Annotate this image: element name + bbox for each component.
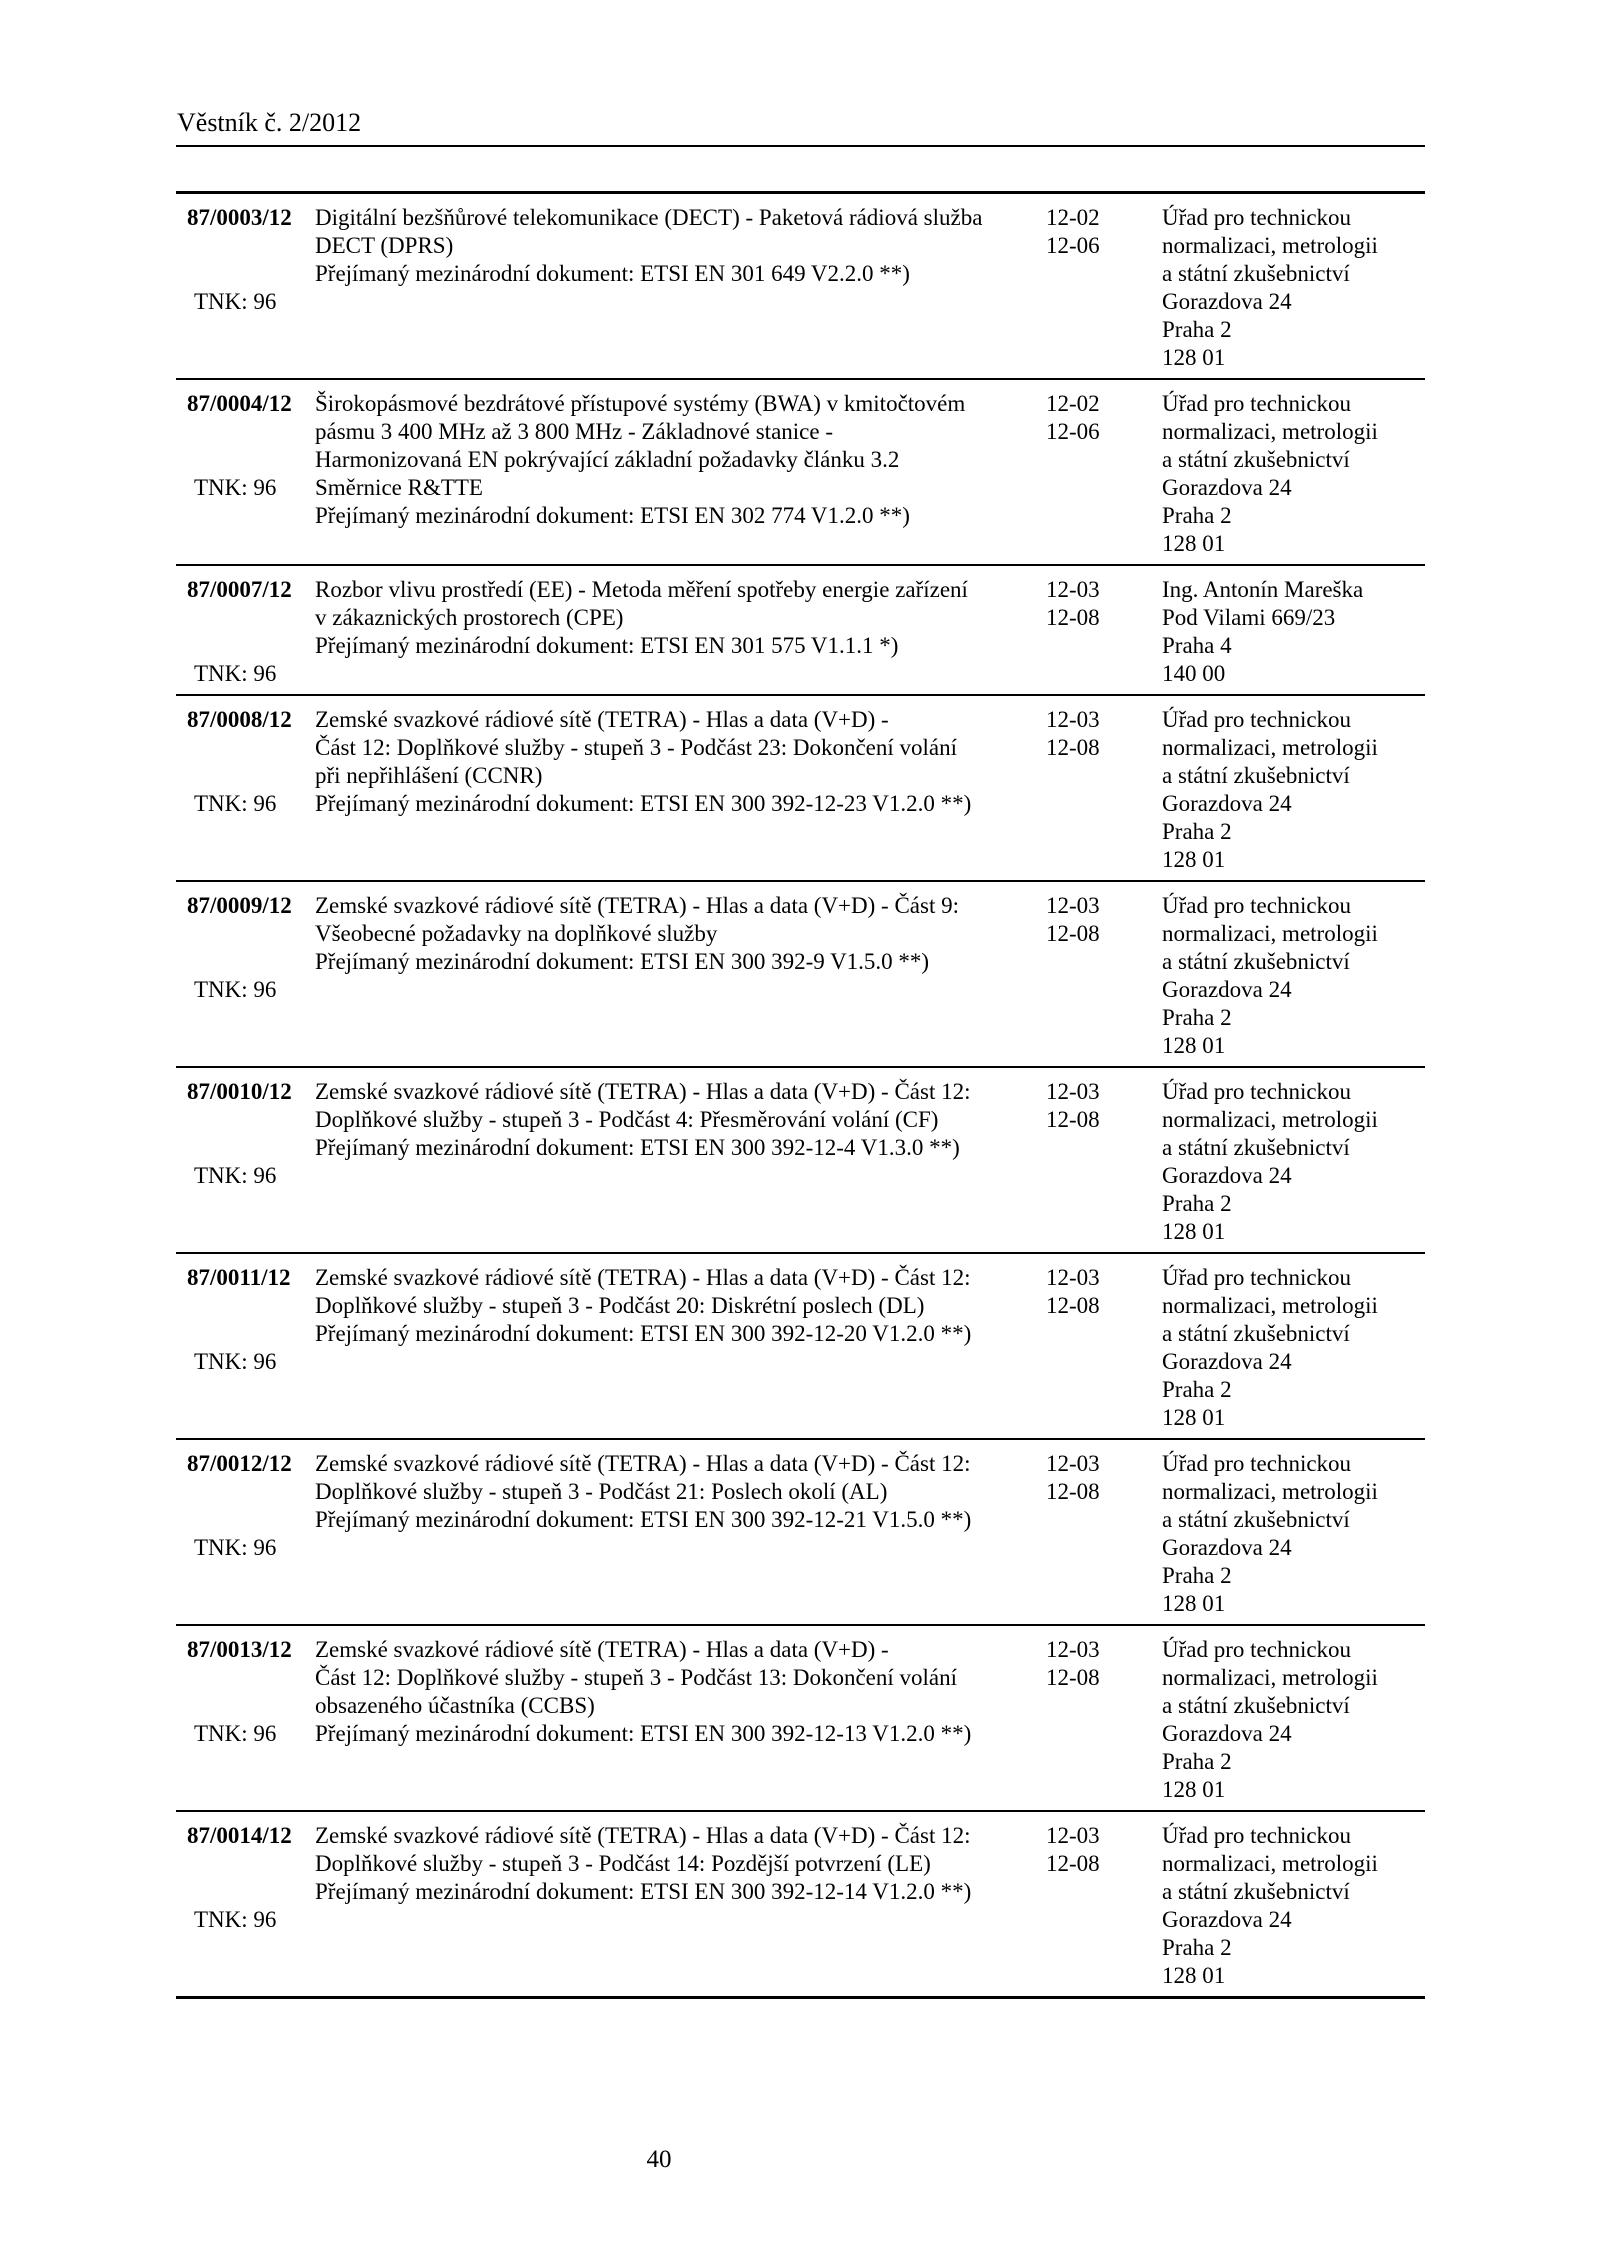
entry-title-line: DECT (DPRS) xyxy=(315,233,454,258)
entry-address-line: Úřad pro technickou xyxy=(1162,893,1352,918)
entry-title-line: Doplňkové služby - stupeň 3 - Podčást 14: Pozdější potvrzení (LE) xyxy=(315,1851,931,1876)
entry-title-line: Přejímaný mezinárodní dokument: ETSI EN 302 774 V1.2.0 **) xyxy=(315,503,910,528)
entry-title-line: Zemské svazkové rádiové sítě (TETRA) - Hlas a data (V+D) - Část 12: xyxy=(315,1265,971,1290)
entry-address-line: normalizaci, metrologii xyxy=(1162,419,1378,444)
entry-address-line: 128 01 xyxy=(1162,1777,1226,1802)
entry-address-line: Praha 2 xyxy=(1162,1005,1232,1030)
entry-id: 87/0012/12 xyxy=(187,1451,292,1476)
entry-address-line: Gorazdova 24 xyxy=(1162,1907,1292,1932)
entry-address-line: Úřad pro technickou xyxy=(1162,707,1352,732)
entry-title-line: pásmu 3 400 MHz až 3 800 MHz - Základnové stanice - xyxy=(315,419,833,444)
entry-id: 87/0011/12 xyxy=(187,1265,291,1290)
entry-title-cell xyxy=(315,1822,1046,1990)
entry-address-line: a státní zkušebnictví xyxy=(1162,763,1350,788)
entry-address-line: Praha 2 xyxy=(1162,1749,1232,1774)
entry-date: 12-03 xyxy=(1046,1823,1100,1848)
entry-dates-cell xyxy=(1046,706,1162,874)
entry-address-line: 128 01 xyxy=(1162,1591,1226,1616)
entry-dates-cell xyxy=(1046,892,1162,1060)
entry-id-cell xyxy=(176,1822,315,1990)
entry-title-line: Přejímaný mezinárodní dokument: ETSI EN 300 392-12-20 V1.2.0 **) xyxy=(315,1321,972,1346)
entry-address-cell xyxy=(1162,706,1425,874)
entry-address-line: normalizaci, metrologii xyxy=(1162,735,1378,760)
header-rule xyxy=(176,145,1425,147)
entry-date: 12-03 xyxy=(1046,1265,1100,1290)
entry-date: 12-08 xyxy=(1046,605,1100,630)
entry-date: 12-08 xyxy=(1046,1107,1100,1132)
entry-title-line: obsazeného účastníka (CCBS) xyxy=(315,1693,595,1718)
entry-dates-cell xyxy=(1046,1636,1162,1804)
entry-address-line: Gorazdova 24 xyxy=(1162,1721,1292,1746)
table-row xyxy=(176,1440,1425,1626)
entry-dates-cell xyxy=(1046,1264,1162,1432)
entry-date: 12-06 xyxy=(1046,419,1100,444)
entry-address-line: Gorazdova 24 xyxy=(1162,1535,1292,1560)
entry-tnk: TNK: 96 xyxy=(194,475,277,500)
entry-address-cell xyxy=(1162,1078,1425,1246)
entry-title-line: Zemské svazkové rádiové sítě (TETRA) - Hlas a data (V+D) - Část 12: xyxy=(315,1451,971,1476)
table-row xyxy=(176,1626,1425,1812)
entry-address-line: Gorazdova 24 xyxy=(1162,475,1292,500)
entry-address-line: Praha 2 xyxy=(1162,819,1232,844)
entry-title-line: Harmonizovaná EN pokrývající základní požadavky článku 3.2 xyxy=(315,447,900,472)
entry-address-line: Praha 2 xyxy=(1162,317,1232,342)
entry-address-line: normalizaci, metrologii xyxy=(1162,1293,1378,1318)
entry-title-line: Všeobecné požadavky na doplňkové služby xyxy=(315,921,718,946)
entry-title-line: Doplňkové služby - stupeň 3 - Podčást 21: Poslech okolí (AL) xyxy=(315,1479,888,1504)
entry-title-cell xyxy=(315,390,1046,558)
entry-id-cell xyxy=(176,204,315,372)
entry-title-line: Část 12: Doplňkové služby - stupeň 3 - Podčást 23: Dokončení volání xyxy=(315,735,958,760)
entry-title-cell xyxy=(315,1078,1046,1246)
entry-tnk: TNK: 96 xyxy=(194,1349,277,1374)
entry-address-line: 128 01 xyxy=(1162,847,1226,872)
entry-address-cell xyxy=(1162,204,1425,372)
entry-id: 87/0013/12 xyxy=(187,1637,292,1662)
entry-address-line: Úřad pro technickou xyxy=(1162,205,1352,230)
entry-title-line: při nepřihlášení (CCNR) xyxy=(315,763,543,788)
entry-address-line: normalizaci, metrologii xyxy=(1162,233,1378,258)
table-row xyxy=(176,696,1425,882)
entry-tnk: TNK: 96 xyxy=(194,1907,277,1932)
entry-address-line: a státní zkušebnictví xyxy=(1162,1321,1350,1346)
entry-title-line: Digitální bezšňůrové telekomunikace (DECT) - Paketová rádiová služba xyxy=(315,205,983,230)
entry-date: 12-03 xyxy=(1046,893,1100,918)
entry-address-cell xyxy=(1162,1450,1425,1618)
entry-address-line: Gorazdova 24 xyxy=(1162,289,1292,314)
table-row xyxy=(176,566,1425,696)
entry-title-line: Část 12: Doplňkové služby - stupeň 3 - Podčást 13: Dokončení volání xyxy=(315,1665,958,1690)
entry-address-line: Úřad pro technickou xyxy=(1162,1451,1352,1476)
entry-address-line: Praha 4 xyxy=(1162,633,1232,658)
entry-tnk: TNK: 96 xyxy=(194,1535,277,1560)
table-row xyxy=(176,380,1425,566)
entry-address-line: Gorazdova 24 xyxy=(1162,1349,1292,1374)
entry-id-cell xyxy=(176,706,315,874)
table-row xyxy=(176,882,1425,1068)
entry-address-line: Úřad pro technickou xyxy=(1162,1265,1352,1290)
entry-date: 12-02 xyxy=(1046,391,1100,416)
entry-address-line: a státní zkušebnictví xyxy=(1162,1693,1350,1718)
table-row xyxy=(176,1812,1425,1999)
table-row xyxy=(176,1068,1425,1254)
entry-tnk: TNK: 96 xyxy=(194,1163,277,1188)
entry-address-cell xyxy=(1162,892,1425,1060)
entry-address-cell xyxy=(1162,1264,1425,1432)
entry-address-line: 128 01 xyxy=(1162,1963,1226,1988)
entry-date: 12-03 xyxy=(1046,1451,1100,1476)
entry-address-cell xyxy=(1162,1822,1425,1990)
entry-title-line: Přejímaný mezinárodní dokument: ETSI EN 301 649 V2.2.0 **) xyxy=(315,261,910,286)
standards-table xyxy=(176,191,1425,1999)
entry-address-cell xyxy=(1162,1636,1425,1804)
entry-date: 12-03 xyxy=(1046,1079,1100,1104)
entry-id-cell xyxy=(176,1078,315,1246)
entry-address-line: a státní zkušebnictví xyxy=(1162,1879,1350,1904)
entry-address-line: normalizaci, metrologii xyxy=(1162,1479,1378,1504)
entry-id-cell xyxy=(176,1450,315,1618)
entry-id: 87/0010/12 xyxy=(187,1079,292,1104)
entry-title-line: Doplňkové služby - stupeň 3 - Podčást 4: Přesměrování volání (CF) xyxy=(315,1107,939,1132)
entry-title-line: Zemské svazkové rádiové sítě (TETRA) - Hlas a data (V+D) - Část 9: xyxy=(315,893,959,918)
entry-id: 87/0004/12 xyxy=(187,391,292,416)
entry-address-line: Gorazdova 24 xyxy=(1162,977,1292,1002)
entry-title-cell xyxy=(315,706,1046,874)
entry-address-line: a státní zkušebnictví xyxy=(1162,261,1350,286)
entry-address-line: a státní zkušebnictví xyxy=(1162,949,1350,974)
table-row xyxy=(176,1254,1425,1440)
entry-id: 87/0007/12 xyxy=(187,577,292,602)
entry-address-cell xyxy=(1162,576,1425,688)
entry-title-line: Přejímaný mezinárodní dokument: ETSI EN 300 392-12-23 V1.2.0 **) xyxy=(315,791,972,816)
entry-title-line: Směrnice R&TTE xyxy=(315,475,483,500)
entry-address-line: Praha 2 xyxy=(1162,1377,1232,1402)
entry-date: 12-03 xyxy=(1046,707,1100,732)
entry-date: 12-08 xyxy=(1046,1293,1100,1318)
entry-address-line: Úřad pro technickou xyxy=(1162,391,1352,416)
entry-address-line: 128 01 xyxy=(1162,1033,1226,1058)
entry-address-line: Úřad pro technickou xyxy=(1162,1823,1352,1848)
entry-address-line: Úřad pro technickou xyxy=(1162,1079,1352,1104)
entry-date: 12-03 xyxy=(1046,577,1100,602)
entry-address-line: Praha 2 xyxy=(1162,503,1232,528)
entry-dates-cell xyxy=(1046,1822,1162,1990)
entry-address-line: Praha 2 xyxy=(1162,1935,1232,1960)
entry-address-line: 128 01 xyxy=(1162,531,1226,556)
entry-id: 87/0003/12 xyxy=(187,205,292,230)
entry-address-line: Úřad pro technickou xyxy=(1162,1637,1352,1662)
entry-id-cell xyxy=(176,1636,315,1804)
entry-dates-cell xyxy=(1046,390,1162,558)
entry-address-line: Praha 2 xyxy=(1162,1191,1232,1216)
entry-date: 12-08 xyxy=(1046,1665,1100,1690)
entry-date: 12-08 xyxy=(1046,735,1100,760)
entry-title-line: Zemské svazkové rádiové sítě (TETRA) - Hlas a data (V+D) - xyxy=(315,1637,889,1662)
entry-title-line: Širokopásmové bezdrátové přístupové systémy (BWA) v kmitočtovém xyxy=(315,391,966,416)
entry-title-line: v zákaznických prostorech (CPE) xyxy=(315,605,624,630)
entry-address-line: 140 00 xyxy=(1162,661,1226,686)
entry-address-line: Gorazdova 24 xyxy=(1162,1163,1292,1188)
entry-address-line: a státní zkušebnictví xyxy=(1162,1135,1350,1160)
entry-date: 12-03 xyxy=(1046,1637,1100,1662)
entry-tnk: TNK: 96 xyxy=(194,289,277,314)
entry-address-line: 128 01 xyxy=(1162,1405,1226,1430)
entry-id: 87/0014/12 xyxy=(187,1823,292,1848)
entry-address-line: normalizaci, metrologii xyxy=(1162,1107,1378,1132)
entry-dates-cell xyxy=(1046,1078,1162,1246)
page-number: 40 xyxy=(646,2146,672,2173)
entry-id-cell xyxy=(176,1264,315,1432)
entry-address-line: normalizaci, metrologii xyxy=(1162,1665,1378,1690)
entry-address-line: a státní zkušebnictví xyxy=(1162,447,1350,472)
entry-tnk: TNK: 96 xyxy=(194,661,277,686)
entry-date: 12-08 xyxy=(1046,1479,1100,1504)
entry-date: 12-08 xyxy=(1046,921,1100,946)
entry-address-line: 128 01 xyxy=(1162,1219,1226,1244)
entry-dates-cell xyxy=(1046,1450,1162,1618)
table-row xyxy=(176,194,1425,380)
entry-title-line: Doplňkové služby - stupeň 3 - Podčást 20: Diskrétní poslech (DL) xyxy=(315,1293,925,1318)
entry-id-cell xyxy=(176,576,315,688)
entry-title-line: Přejímaný mezinárodní dokument: ETSI EN 300 392-9 V1.5.0 **) xyxy=(315,949,930,974)
entry-title-cell xyxy=(315,892,1046,1060)
entry-title-line: Přejímaný mezinárodní dokument: ETSI EN 300 392-12-14 V1.2.0 **) xyxy=(315,1879,972,1904)
entry-tnk: TNK: 96 xyxy=(194,1721,277,1746)
entry-title-cell xyxy=(315,1264,1046,1432)
entry-title-line: Přejímaný mezinárodní dokument: ETSI EN 300 392-12-4 V1.3.0 **) xyxy=(315,1135,960,1160)
entry-address-cell xyxy=(1162,390,1425,558)
entry-title-line: Přejímaný mezinárodní dokument: ETSI EN 300 392-12-21 V1.5.0 **) xyxy=(315,1507,972,1532)
entry-address-line: Ing. Antonín Mareška xyxy=(1162,577,1364,602)
entry-title-line: Přejímaný mezinárodní dokument: ETSI EN 300 392-12-13 V1.2.0 **) xyxy=(315,1721,972,1746)
entry-date: 12-08 xyxy=(1046,1851,1100,1876)
entry-address-line: normalizaci, metrologii xyxy=(1162,921,1378,946)
entry-title-cell xyxy=(315,204,1046,372)
entry-date: 12-02 xyxy=(1046,205,1100,230)
entry-title-line: Zemské svazkové rádiové sítě (TETRA) - Hlas a data (V+D) - Část 12: xyxy=(315,1823,971,1848)
entry-address-line: Pod Vilami 669/23 xyxy=(1162,605,1336,630)
entry-address-line: Praha 2 xyxy=(1162,1563,1232,1588)
entry-title-line: Zemské svazkové rádiové sítě (TETRA) - Hlas a data (V+D) - Část 12: xyxy=(315,1079,971,1104)
entry-tnk: TNK: 96 xyxy=(194,977,277,1002)
entry-address-line: 128 01 xyxy=(1162,345,1226,370)
entry-title-cell xyxy=(315,576,1046,688)
entry-id: 87/0008/12 xyxy=(187,707,292,732)
entry-title-line: Rozbor vlivu prostředí (EE) - Metoda měření spotřeby energie zařízení xyxy=(315,577,968,602)
entry-address-line: Gorazdova 24 xyxy=(1162,791,1292,816)
entry-title-line: Přejímaný mezinárodní dokument: ETSI EN 301 575 V1.1.1 *) xyxy=(315,633,899,658)
entry-tnk: TNK: 96 xyxy=(194,791,277,816)
entry-dates-cell xyxy=(1046,576,1162,688)
entry-id: 87/0009/12 xyxy=(187,893,292,918)
entry-title-line: Zemské svazkové rádiové sítě (TETRA) - Hlas a data (V+D) - xyxy=(315,707,889,732)
entry-dates-cell xyxy=(1046,204,1162,372)
entry-date: 12-06 xyxy=(1046,233,1100,258)
entry-id-cell xyxy=(176,892,315,1060)
entry-title-cell xyxy=(315,1636,1046,1804)
entry-address-line: a státní zkušebnictví xyxy=(1162,1507,1350,1532)
entry-id-cell xyxy=(176,390,315,558)
entry-title-cell xyxy=(315,1450,1046,1618)
page-header-title: Věstník č. 2/2012 xyxy=(177,108,362,137)
entry-address-line: normalizaci, metrologii xyxy=(1162,1851,1378,1876)
